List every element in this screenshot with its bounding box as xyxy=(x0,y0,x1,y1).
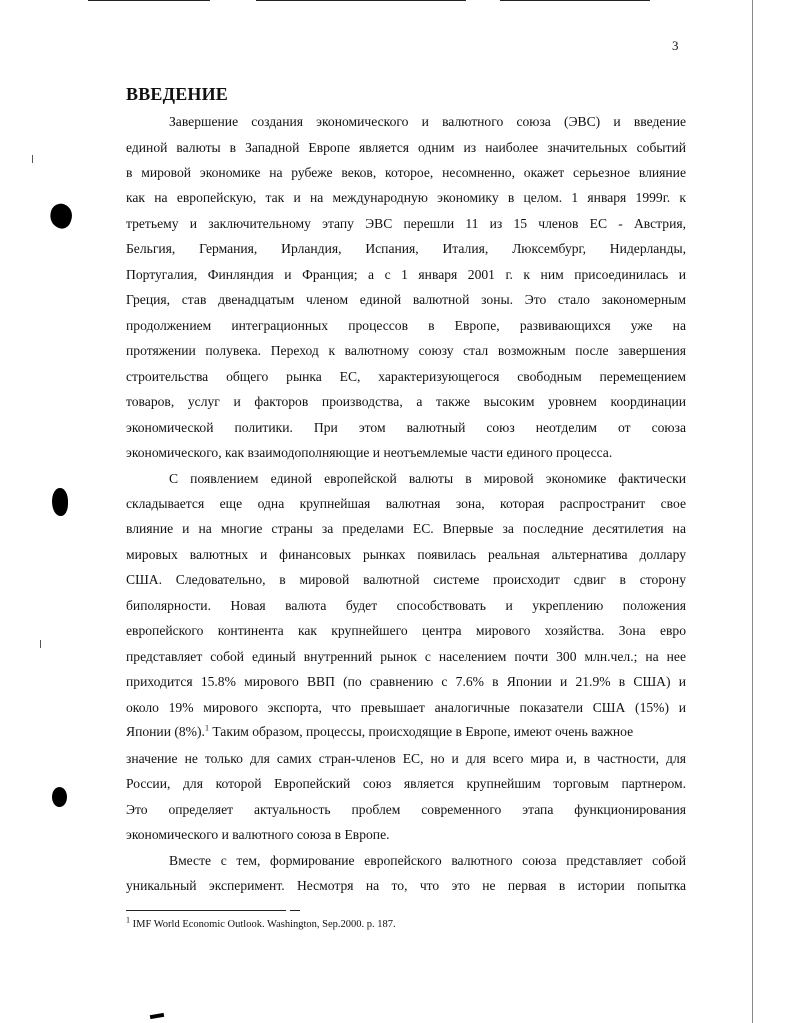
text-line: строительства общего рынка ЕС, характеризующегося свободным перемещением xyxy=(126,369,686,384)
text-fragment: Таким образом, процессы, происходящие в Европе, имеют очень важное xyxy=(208,724,634,739)
text-line: России, для которой Европейский союз является крупнейшим торговым партнером. xyxy=(126,776,686,791)
scan-artifact xyxy=(40,640,41,648)
text-line: биполярности. Новая валюта будет способствовать и укреплению положения xyxy=(126,598,686,613)
text-line: Вместе с тем, формирование европейского валютного союза представляет собой xyxy=(169,853,686,868)
text-line: уникальный эксперимент. Несмотря на то, что это не первая в истории попытка xyxy=(126,878,686,893)
text-line: протяжении полувека. Переход к валютному союзу стал возможным после завершения xyxy=(126,343,686,358)
text-line: как на европейскую, так и на международную экономику в целом. 1 января 1999г. к xyxy=(126,190,686,205)
binder-hole-mark xyxy=(52,787,67,807)
text-line: С появлением единой европейской валюты в мировой экономике фактически xyxy=(169,471,686,486)
scan-edge-line xyxy=(752,0,753,1023)
text-fragment: Японии (8%). xyxy=(126,724,205,739)
text-line: влияние и на многие страны за пределами ЕС. Впервые за последние десятилетия на xyxy=(126,521,686,536)
scan-edge-line xyxy=(500,0,650,1)
text-line: экономической политики. При этом валютный союз неотделим от союза xyxy=(126,420,686,435)
scan-edge-line xyxy=(88,0,210,1)
text-line: Это определяет актуальность проблем современного этапа функционирования xyxy=(126,802,686,817)
scan-artifact xyxy=(32,155,33,163)
footnote-text: IMF World Economic Outlook. Washington, Sep.2000. p. 187. xyxy=(130,919,396,930)
text-line: представляет собой единый внутренний рынок с населением почти 300 млн.чел.; на нее xyxy=(126,649,686,664)
scan-artifact xyxy=(150,1013,164,1019)
footnote-mark: 1 xyxy=(126,915,130,925)
text-line: приходится 15.8% мирового ВВП (по сравнению с 7.6% в Японии и 21.9% в США) и xyxy=(126,674,686,689)
text-line: мировых валютных и финансовых рынках появилась реальная альтернатива доллару xyxy=(126,547,686,562)
footnote xyxy=(126,915,396,930)
footnote-separator xyxy=(290,910,300,911)
text-line: продолжением интеграционных процессов в Европе, развивающихся уже на xyxy=(126,318,686,333)
scan-edge-line xyxy=(256,0,466,1)
text-line: Португалия, Финляндия и Франция; а с 1 января 2001 г. к ним присоединилась и xyxy=(126,267,686,282)
footnote-reference: 1 xyxy=(204,723,209,733)
text-line: значение не только для самих стран-членов ЕС, но и для всего мира и, в частности, для xyxy=(126,751,686,766)
text-line xyxy=(126,724,686,740)
binder-hole-mark xyxy=(52,488,68,516)
text-line: Завершение создания экономического и валютного союза (ЭВС) и введение xyxy=(169,114,686,129)
text-line: около 19% мирового экспорта, что превышает аналогичные показатели США (15%) и xyxy=(126,700,686,715)
section-heading: ВВЕДЕНИЕ xyxy=(126,84,229,104)
text-line: складывается еще одна крупнейшая валютная зона, которая распространит свое xyxy=(126,496,686,511)
footnote-separator xyxy=(126,910,286,911)
text-line: третьему и заключительному этапу ЭВС перешли 11 из 15 членов ЕС - Австрия, xyxy=(126,216,686,231)
text-line: товаров, услуг и факторов производства, а также высоким уровнем координации xyxy=(126,394,686,409)
text-line: экономического и валютного союза в Европе. xyxy=(126,827,390,842)
text-line: экономического, как взаимодополняющие и неотъемлемые части единого процесса. xyxy=(126,445,613,460)
text-line: США. Следовательно, в мировой валютной системе происходит сдвиг в сторону xyxy=(126,572,686,587)
text-line: единой валюты в Западной Европе является одним из наиболее значительных событий xyxy=(126,140,686,155)
binder-hole-mark xyxy=(47,201,76,231)
page-number: 3 xyxy=(672,38,679,53)
text-line: в мировой экономике на рубеже веков, которое, несомненно, окажет серьезное влияние xyxy=(126,165,686,180)
text-line: европейского континента как крупнейшего центра мирового хозяйства. Зона евро xyxy=(126,623,686,638)
text-line: Бельгия, Германия, Ирландия, Испания, Италия, Люксембург, Нидерланды, xyxy=(126,241,686,256)
text-line: Греция, став двенадцатым членом единой валютной зоны. Это стало закономерным xyxy=(126,292,686,307)
